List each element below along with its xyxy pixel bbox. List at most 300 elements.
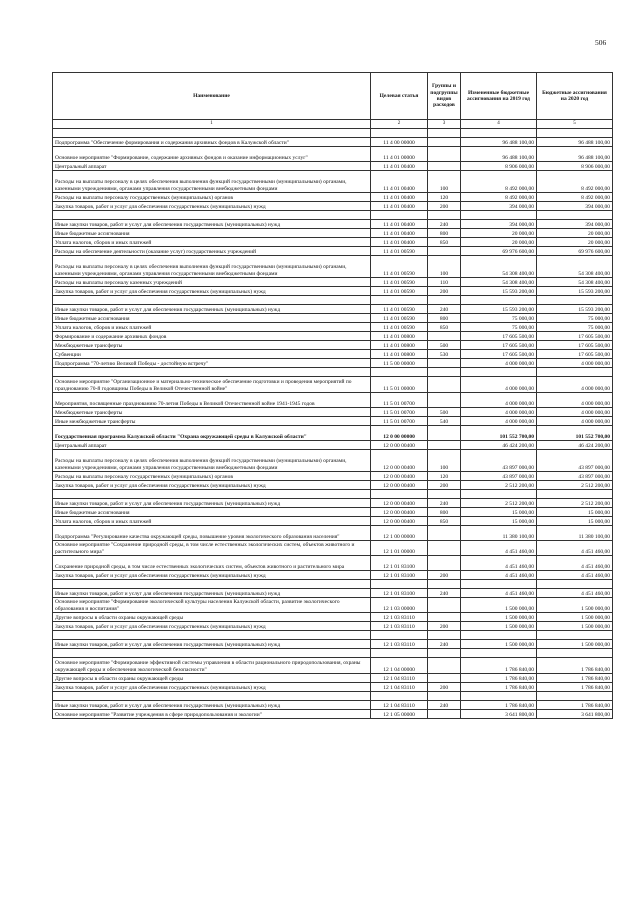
table-row (53, 138, 613, 147)
table-row (53, 556, 613, 571)
row-group (428, 710, 461, 719)
spacer-row (53, 649, 613, 658)
row-code: 12 1 03 00000 (371, 598, 428, 613)
row-name: Расходы на выплаты персоналу государственных (муниципальных) органов (53, 193, 371, 202)
empty-cell (371, 368, 428, 377)
spacer-row (53, 692, 613, 701)
table-row (53, 377, 613, 393)
empty-cell (537, 129, 613, 138)
table-row (53, 683, 613, 692)
row-amount-2019: 1 786 840,00 (461, 658, 537, 674)
row-name: Сохранение природной среды, в том числе естественных экологических систем, объектов животного и растительного мира (53, 556, 371, 571)
row-code: 11 5 01 00000 (371, 377, 428, 393)
row-amount-2019: 4 000 000,00 (461, 377, 537, 393)
row-name: Расходы на выплаты персоналу в целях обеспечения выполнения функций государственными (муниципальными) органами, казенными учреждениями, органами управления государственными внебюджетными фондами (53, 450, 371, 472)
row-name: Подпрограмма "70-летию Великой Победы - достойную встречу" (53, 359, 371, 368)
row-amount-2020: 96 488 100,00 (537, 138, 613, 147)
row-amount-2019: 2 512 200,00 (461, 481, 537, 490)
row-amount-2020: 1 500 000,00 (537, 598, 613, 613)
row-group (428, 598, 461, 613)
spacer-row (53, 129, 613, 138)
empty-cell (53, 211, 371, 220)
empty-cell (53, 368, 371, 377)
row-amount-2019: 11 380 100,00 (461, 526, 537, 541)
row-name: Другие вопросы в области охраны окружающей среды (53, 674, 371, 683)
row-name: Уплата налогов, сборов и иных платежей (53, 517, 371, 526)
row-amount-2020: 75 000,00 (537, 314, 613, 323)
row-name: Подпрограмма "Регулирование качества окружающей среды, повышение уровня экологического образования населения" (53, 526, 371, 541)
row-amount-2019: 1 786 840,00 (461, 674, 537, 683)
row-amount-2020: 4 451 460,00 (537, 556, 613, 571)
empty-cell (428, 692, 461, 701)
row-amount-2019: 43 897 000,00 (461, 472, 537, 481)
table-row (53, 193, 613, 202)
empty-cell (461, 580, 537, 589)
row-code: 11 4 01 00800 (371, 350, 428, 359)
table-row (53, 359, 613, 368)
row-name: Формирование и содержание архивных фондов (53, 332, 371, 341)
empty-cell (461, 649, 537, 658)
row-code: 12 1 01 00000 (371, 541, 428, 556)
row-group (428, 147, 461, 162)
row-name: Основное мероприятие "Сохранение природной среды, в том числе естественных экологических систем, объектов животного и растительного мира" (53, 541, 371, 556)
row-code: 12 0 00 00400 (371, 481, 428, 490)
row-code: 11 5 01 00700 (371, 408, 428, 417)
row-amount-2020: 54 308 400,00 (537, 278, 613, 287)
empty-cell (428, 649, 461, 658)
row-group: 240 (428, 640, 461, 649)
row-code: 11 4 01 00590 (371, 314, 428, 323)
table-row (53, 278, 613, 287)
row-name: Основное мероприятие "Формирование, содержание архивных фондов и оказание информационных услуг" (53, 147, 371, 162)
column-number-row (53, 120, 613, 129)
row-amount-2019: 15 000,00 (461, 508, 537, 517)
row-amount-2019: 75 000,00 (461, 323, 537, 332)
row-group: 100 (428, 256, 461, 278)
row-amount-2019: 101 552 700,00 (461, 426, 537, 441)
empty-cell (428, 490, 461, 499)
row-code: 11 5 01 00700 (371, 393, 428, 408)
row-group: 800 (428, 314, 461, 323)
row-name: Другие вопросы в области охраны окружающей среды (53, 613, 371, 622)
row-group: 500 (428, 341, 461, 350)
row-name: Уплата налогов, сборов и иных платежей (53, 238, 371, 247)
row-group (428, 541, 461, 556)
row-amount-2020: 75 000,00 (537, 323, 613, 332)
table-row (53, 622, 613, 631)
row-group: 850 (428, 517, 461, 526)
row-amount-2020: 17 605 500,00 (537, 341, 613, 350)
empty-cell (53, 649, 371, 658)
empty-cell (428, 211, 461, 220)
row-code: 12 0 00 00000 (371, 426, 428, 441)
row-amount-2020: 54 308 400,00 (537, 256, 613, 278)
table-row (53, 526, 613, 541)
empty-cell (537, 211, 613, 220)
row-group: 240 (428, 499, 461, 508)
column-number: 1 (53, 120, 371, 129)
row-name: Иные закупки товаров, работ и услуг для обеспечения государственных (муниципальных) нужд (53, 499, 371, 508)
table-row (53, 256, 613, 278)
row-group: 500 (428, 408, 461, 417)
empty-cell (371, 649, 428, 658)
row-name: Закупка товаров, работ и услуг для обеспечения государственных (муниципальных) нужд (53, 571, 371, 580)
row-code: 11 4 01 00400 (371, 202, 428, 211)
row-amount-2020: 2 512 200,00 (537, 499, 613, 508)
row-name: Иные закупки товаров, работ и услуг для обеспечения государственных (муниципальных) нужд (53, 305, 371, 314)
row-amount-2019: 4 451 460,00 (461, 541, 537, 556)
row-code: 12 1 04 00000 (371, 658, 428, 674)
empty-cell (53, 580, 371, 589)
header-2020: Бюджетные ассигнования на 2020 год (537, 73, 613, 120)
column-number: 4 (461, 120, 537, 129)
row-group (428, 526, 461, 541)
table-row (53, 408, 613, 417)
row-name: Закупка товаров, работ и услуг для обеспечения государственных (муниципальных) нужд (53, 481, 371, 490)
budget-table (52, 72, 613, 719)
row-group (428, 377, 461, 393)
row-name: Основное мероприятие "Организационное и материально-техническое обеспечение подготовки и проведения мероприятий по празднованию 70-й годовщины Победы в Великой Отечественной войне" (53, 377, 371, 393)
row-code: 12 1 01 83100 (371, 556, 428, 571)
row-amount-2020: 17 605 500,00 (537, 332, 613, 341)
empty-cell (371, 692, 428, 701)
row-name: Расходы на выплаты персоналу в целях обеспечения выполнения функций государственными (муниципальными) органами, казенными учреждениями, органами управления государственными внебюджетными фондами (53, 256, 371, 278)
row-group: 200 (428, 571, 461, 580)
row-amount-2019: 1 500 000,00 (461, 640, 537, 649)
header-group: Группы и подгруппы видов расходов (428, 73, 461, 120)
row-code: 11 4 01 00400 (371, 220, 428, 229)
spacer-row (53, 580, 613, 589)
header-row (53, 73, 613, 120)
row-amount-2019: 4 000 000,00 (461, 417, 537, 426)
row-code: 12 1 04 83110 (371, 701, 428, 710)
row-amount-2019: 394 000,00 (461, 202, 537, 211)
row-amount-2019: 1 500 000,00 (461, 598, 537, 613)
table-row (53, 598, 613, 613)
empty-cell (461, 211, 537, 220)
empty-cell (371, 631, 428, 640)
row-group: 120 (428, 193, 461, 202)
row-amount-2019: 20 000,00 (461, 238, 537, 247)
row-group (428, 441, 461, 450)
row-amount-2020: 4 000 000,00 (537, 417, 613, 426)
row-code: 11 4 01 00590 (371, 305, 428, 314)
row-name: Межбюджетные трансферты (53, 341, 371, 350)
table-row (53, 701, 613, 710)
row-name: Расходы на выплаты персоналу в целях обеспечения выполнения функций государственными (муниципальными) органами, казенными учреждениями, органами управления государственными внебюджетными фондами (53, 171, 371, 193)
row-amount-2019: 17 605 500,00 (461, 341, 537, 350)
row-code: 11 4 01 00400 (371, 171, 428, 193)
row-code: 12 1 01 83100 (371, 589, 428, 598)
row-amount-2019: 69 976 600,00 (461, 247, 537, 256)
row-amount-2020: 96 488 100,00 (537, 147, 613, 162)
empty-cell (537, 368, 613, 377)
row-group: 200 (428, 683, 461, 692)
row-amount-2019: 4 000 000,00 (461, 393, 537, 408)
row-code: 12 0 00 00400 (371, 472, 428, 481)
page-number: 506 (595, 38, 607, 47)
row-name: Иные закупки товаров, работ и услуг для обеспечения государственных (муниципальных) нужд (53, 220, 371, 229)
row-amount-2020: 43 897 000,00 (537, 472, 613, 481)
empty-cell (371, 296, 428, 305)
row-group: 110 (428, 278, 461, 287)
row-amount-2019: 394 000,00 (461, 220, 537, 229)
row-name: Иные бюджетные ассигнования (53, 314, 371, 323)
column-number: 5 (537, 120, 613, 129)
empty-cell (371, 580, 428, 589)
row-amount-2020: 15 000,00 (537, 508, 613, 517)
row-group: 240 (428, 305, 461, 314)
row-amount-2020: 1 500 000,00 (537, 622, 613, 631)
empty-cell (461, 368, 537, 377)
row-code: 12 0 00 00400 (371, 499, 428, 508)
row-code: 11 4 01 00800 (371, 332, 428, 341)
row-amount-2020: 15 593 200,00 (537, 287, 613, 296)
table-row (53, 305, 613, 314)
row-group (428, 426, 461, 441)
row-name: Расходы на выплаты персоналу государственных (муниципальных) органов (53, 472, 371, 481)
row-code: 12 1 03 83110 (371, 613, 428, 622)
row-code: 11 4 01 00590 (371, 323, 428, 332)
row-name: Иные закупки товаров, работ и услуг для обеспечения государственных (муниципальных) нужд (53, 701, 371, 710)
empty-cell (461, 129, 537, 138)
row-code: 12 1 03 83110 (371, 622, 428, 631)
row-group: 100 (428, 171, 461, 193)
row-amount-2019: 75 000,00 (461, 314, 537, 323)
table-row (53, 229, 613, 238)
row-amount-2019: 8 492 000,00 (461, 193, 537, 202)
empty-cell (53, 692, 371, 701)
row-amount-2020: 1 786 840,00 (537, 674, 613, 683)
row-name: Закупка товаров, работ и услуг для обеспечения государственных (муниципальных) нужд (53, 622, 371, 631)
empty-cell (537, 490, 613, 499)
row-amount-2020: 8 906 000,00 (537, 162, 613, 171)
row-code: 11 5 00 00000 (371, 359, 428, 368)
row-amount-2019: 4 000 000,00 (461, 359, 537, 368)
row-name: Центральный аппарат (53, 441, 371, 450)
row-code: 11 4 01 00400 (371, 162, 428, 171)
table-row (53, 202, 613, 211)
row-group: 240 (428, 589, 461, 598)
header-name: Наименование (53, 73, 371, 120)
empty-cell (428, 580, 461, 589)
row-name: Закупка товаров, работ и услуг для обеспечения государственных (муниципальных) нужд (53, 683, 371, 692)
row-group (428, 359, 461, 368)
table-row (53, 481, 613, 490)
row-amount-2019: 1 500 000,00 (461, 613, 537, 622)
row-amount-2019: 96 488 100,00 (461, 138, 537, 147)
row-group: 200 (428, 202, 461, 211)
row-amount-2019: 1 786 840,00 (461, 701, 537, 710)
row-amount-2020: 394 000,00 (537, 220, 613, 229)
row-group (428, 674, 461, 683)
row-amount-2019: 20 000,00 (461, 229, 537, 238)
row-group (428, 247, 461, 256)
row-amount-2020: 46 424 200,00 (537, 441, 613, 450)
row-name: Основное мероприятие "Развитие учреждения в сфере природопользования и экологии" (53, 710, 371, 719)
row-group: 240 (428, 701, 461, 710)
header-2019: Измененные бюджетные ассигнования на 2019 год (461, 73, 537, 120)
row-amount-2020: 11 380 100,00 (537, 526, 613, 541)
table-row (53, 393, 613, 408)
row-amount-2019: 4 451 460,00 (461, 589, 537, 598)
row-group: 850 (428, 238, 461, 247)
row-amount-2020: 4 000 000,00 (537, 408, 613, 417)
row-name: Центральный аппарат (53, 162, 371, 171)
table-row (53, 571, 613, 580)
table-row (53, 658, 613, 674)
table-row (53, 499, 613, 508)
table-row (53, 508, 613, 517)
table-row (53, 441, 613, 450)
row-name: Субвенции (53, 350, 371, 359)
row-amount-2019: 54 308 400,00 (461, 256, 537, 278)
row-code: 12 1 03 83110 (371, 640, 428, 649)
row-name: Иные бюджетные ассигнования (53, 229, 371, 238)
row-group: 200 (428, 622, 461, 631)
header-code: Целевая статья (371, 73, 428, 120)
spacer-row (53, 368, 613, 377)
row-group (428, 393, 461, 408)
table-row (53, 674, 613, 683)
column-number: 3 (428, 120, 461, 129)
row-group: 200 (428, 481, 461, 490)
table-row (53, 541, 613, 556)
empty-cell (461, 490, 537, 499)
table-row (53, 426, 613, 441)
table-row (53, 314, 613, 323)
table-row (53, 517, 613, 526)
row-name: Подпрограмма "Обеспечение формирования и содержания архивных фондов в Калужской области" (53, 138, 371, 147)
row-amount-2019: 1 786 840,00 (461, 683, 537, 692)
empty-cell (428, 296, 461, 305)
row-name: Иные межбюджетные трансферты (53, 417, 371, 426)
empty-cell (53, 631, 371, 640)
row-amount-2020: 20 000,00 (537, 229, 613, 238)
empty-cell (537, 296, 613, 305)
empty-cell (461, 296, 537, 305)
row-group: 240 (428, 220, 461, 229)
empty-cell (53, 129, 371, 138)
row-amount-2020: 1 786 840,00 (537, 658, 613, 674)
empty-cell (53, 490, 371, 499)
spacer-row (53, 490, 613, 499)
row-group (428, 332, 461, 341)
empty-cell (371, 211, 428, 220)
row-name: Уплата налогов, сборов и иных платежей (53, 323, 371, 332)
row-name: Иные закупки товаров, работ и услуг для обеспечения государственных (муниципальных) нужд (53, 640, 371, 649)
row-amount-2019: 8 492 000,00 (461, 171, 537, 193)
row-group (428, 162, 461, 171)
row-group: 800 (428, 508, 461, 517)
row-name: Расходы на обеспечение деятельности (оказание услуг) государственных учреждений (53, 247, 371, 256)
row-amount-2020: 1 786 840,00 (537, 701, 613, 710)
empty-cell (428, 368, 461, 377)
row-name: Межбюджетные трансферты (53, 408, 371, 417)
row-amount-2020: 2 512 200,00 (537, 481, 613, 490)
row-amount-2019: 1 500 000,00 (461, 622, 537, 631)
row-amount-2019: 3 641 800,00 (461, 710, 537, 719)
row-amount-2019: 17 605 500,00 (461, 332, 537, 341)
row-name: Расходы на выплаты персоналу казенных учреждений (53, 278, 371, 287)
row-group (428, 556, 461, 571)
column-number: 2 (371, 120, 428, 129)
table-row (53, 147, 613, 162)
row-code: 11 4 01 00590 (371, 256, 428, 278)
row-amount-2019: 4 000 000,00 (461, 408, 537, 417)
row-amount-2019: 43 897 000,00 (461, 450, 537, 472)
row-group: 850 (428, 323, 461, 332)
row-group (428, 138, 461, 147)
row-amount-2019: 4 451 460,00 (461, 571, 537, 580)
table-row (53, 710, 613, 719)
table-row (53, 472, 613, 481)
row-amount-2019: 2 512 200,00 (461, 499, 537, 508)
row-amount-2020: 1 500 000,00 (537, 613, 613, 622)
row-code: 11 4 01 00400 (371, 238, 428, 247)
row-group: 120 (428, 472, 461, 481)
row-group (428, 658, 461, 674)
row-code: 11 4 01 00000 (371, 147, 428, 162)
row-amount-2019: 15 593 200,00 (461, 287, 537, 296)
row-code: 11 4 01 00400 (371, 193, 428, 202)
row-group: 200 (428, 287, 461, 296)
row-group: 540 (428, 417, 461, 426)
table-row (53, 589, 613, 598)
empty-cell (537, 580, 613, 589)
spacer-row (53, 296, 613, 305)
row-code: 11 4 00 00000 (371, 138, 428, 147)
table-row (53, 332, 613, 341)
row-group: 100 (428, 450, 461, 472)
row-amount-2020: 4 000 000,00 (537, 377, 613, 393)
row-name: Мероприятия, посвященные празднованию 70-летия Победы в Великой Отечественной войне 1941-1945 годов (53, 393, 371, 408)
row-code: 12 1 04 83110 (371, 674, 428, 683)
empty-cell (461, 631, 537, 640)
table-row (53, 323, 613, 332)
table-row (53, 613, 613, 622)
row-amount-2020: 8 492 000,00 (537, 171, 613, 193)
row-amount-2020: 1 500 000,00 (537, 640, 613, 649)
row-code: 12 1 00 00000 (371, 526, 428, 541)
row-amount-2020: 3 641 800,00 (537, 710, 613, 719)
empty-cell (537, 649, 613, 658)
row-amount-2020: 17 605 500,00 (537, 350, 613, 359)
table-row (53, 417, 613, 426)
row-amount-2020: 4 451 460,00 (537, 541, 613, 556)
row-amount-2020: 69 976 600,00 (537, 247, 613, 256)
empty-cell (428, 631, 461, 640)
empty-cell (371, 129, 428, 138)
row-amount-2019: 8 906 000,00 (461, 162, 537, 171)
empty-cell (428, 129, 461, 138)
table-row (53, 640, 613, 649)
row-amount-2020: 101 552 700,00 (537, 426, 613, 441)
table-row (53, 247, 613, 256)
row-code: 11 4 01 00800 (371, 341, 428, 350)
row-amount-2020: 4 000 000,00 (537, 393, 613, 408)
table-row (53, 162, 613, 171)
table-row (53, 450, 613, 472)
table-body (53, 129, 613, 719)
row-amount-2019: 17 605 500,00 (461, 350, 537, 359)
row-name: Закупка товаров, работ и услуг для обеспечения государственных (муниципальных) нужд (53, 287, 371, 296)
row-code: 11 4 01 00590 (371, 247, 428, 256)
row-amount-2020: 20 000,00 (537, 238, 613, 247)
row-code: 12 0 00 00400 (371, 517, 428, 526)
row-name: Государственная программа Калужской области "Охрана окружающей среды в Калужской области" (53, 426, 371, 441)
empty-cell (461, 692, 537, 701)
